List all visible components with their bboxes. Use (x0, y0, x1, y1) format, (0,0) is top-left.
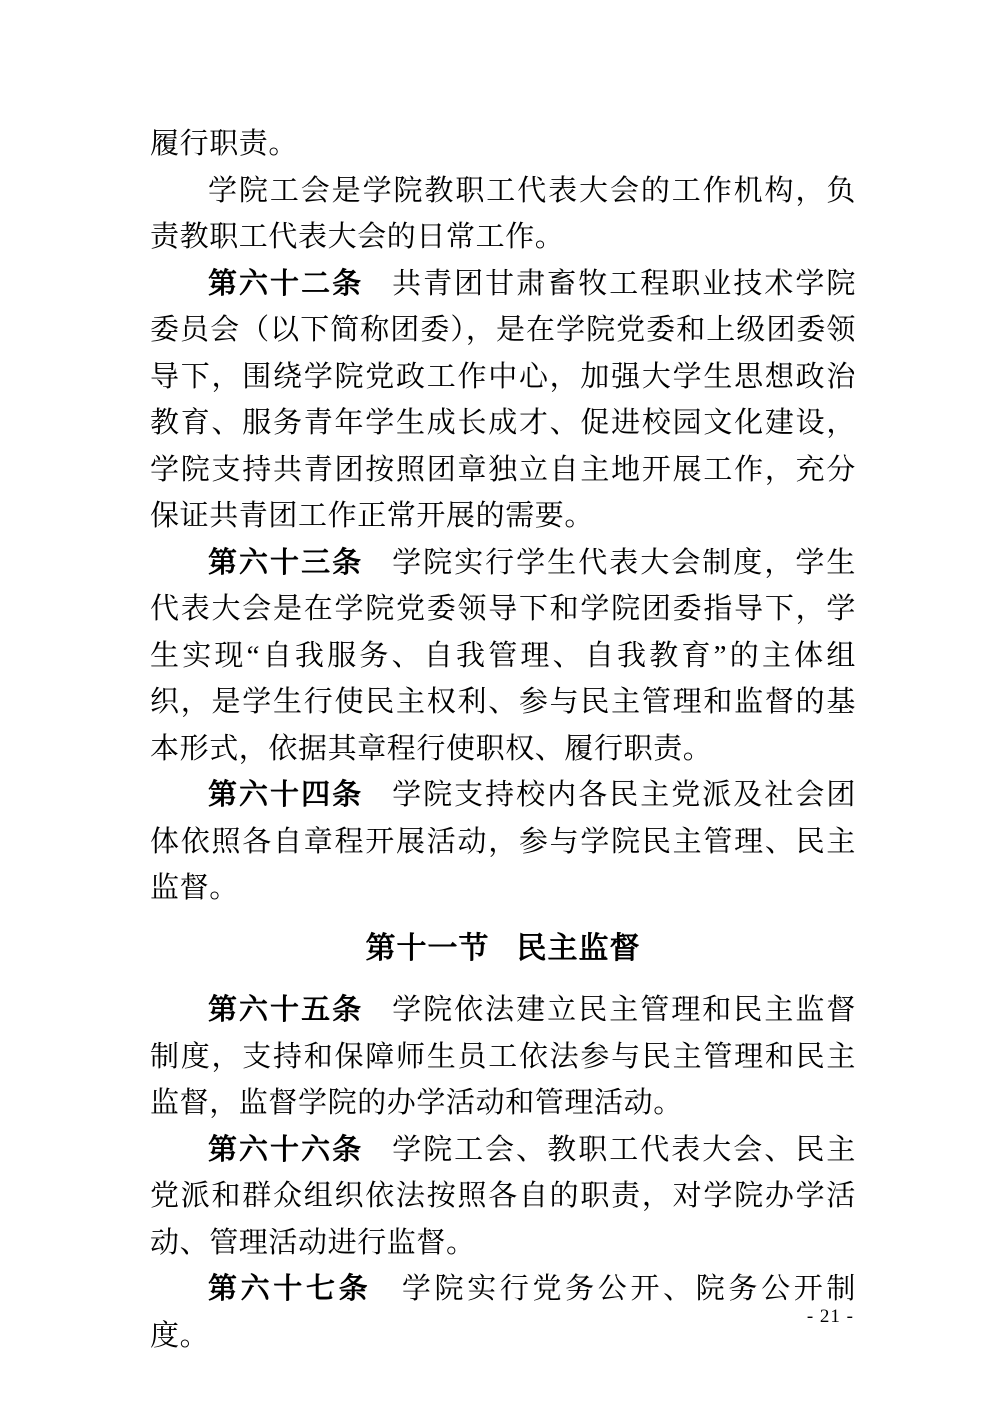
article-text: 学院工会、教职工代表大会、民主党派和群众组织依法按照各自的职责，对学院办学活动、管理活动进行监督。 (150, 1133, 856, 1259)
section-title: 民主监督 (516, 931, 641, 965)
paragraph-text: 学院工会是学院教职工代表大会的工作机构，负责教职工代表大会的日常工作。 (150, 174, 856, 253)
article-paragraph (150, 261, 856, 540)
article-text: 学院实行党务公开、院务公开制度。 (150, 1273, 856, 1352)
article-text: 共青团甘肃畜牧工程职业技术学院委员会（以下简称团委），是在学院党委和上级团委领导下，围绕学院党政工作中心，加强大学生思想政治教育、服务青年学生成长成才、促进校园文化建设，学院支持共青团按照团章独立自主地开展工作，充分保证共青团工作正常开展的需要。 (150, 267, 856, 532)
article-label: 第六十七条 (208, 1273, 372, 1305)
article-label: 第六十四条 (208, 779, 364, 811)
paragraph-continuation (150, 121, 856, 168)
document-body (150, 121, 856, 1359)
article-label: 第六十三条 (208, 546, 364, 579)
article-paragraph (150, 772, 856, 912)
paragraph-text: 履行职责。 (150, 128, 299, 160)
article-text: 学院依法建立民主管理和民主监督制度，支持和保障师生员工依法参与民主管理和民主监督，监督学院的办学活动和管理活动。 (150, 994, 856, 1119)
article-paragraph (150, 1127, 856, 1267)
page-number: - 21 - (806, 1306, 854, 1327)
article-text: 学院实行学生代表大会制度，学生代表大会是在学院党委领导下和学院团委指导下，学生实现“自我服务、自我管理、自我教育”的主体组织，是学生行使民主权利、参与民主管理和监督的基本形式，依据其章程行使职权、履行职责。 (150, 546, 856, 765)
article-paragraph (150, 1266, 856, 1359)
article-paragraph (150, 987, 856, 1127)
paragraph (150, 168, 856, 261)
article-text: 学院支持校内各民主党派及社会团体依照各自章程开展活动，参与学院民主管理、民主监督。 (150, 779, 856, 904)
article-label: 第六十二条 (208, 267, 364, 300)
article-label: 第六十五条 (208, 994, 364, 1026)
article-paragraph (150, 540, 856, 773)
section-label: 第十一节 (365, 931, 490, 965)
section-heading (150, 926, 856, 973)
article-label: 第六十六条 (208, 1133, 364, 1166)
